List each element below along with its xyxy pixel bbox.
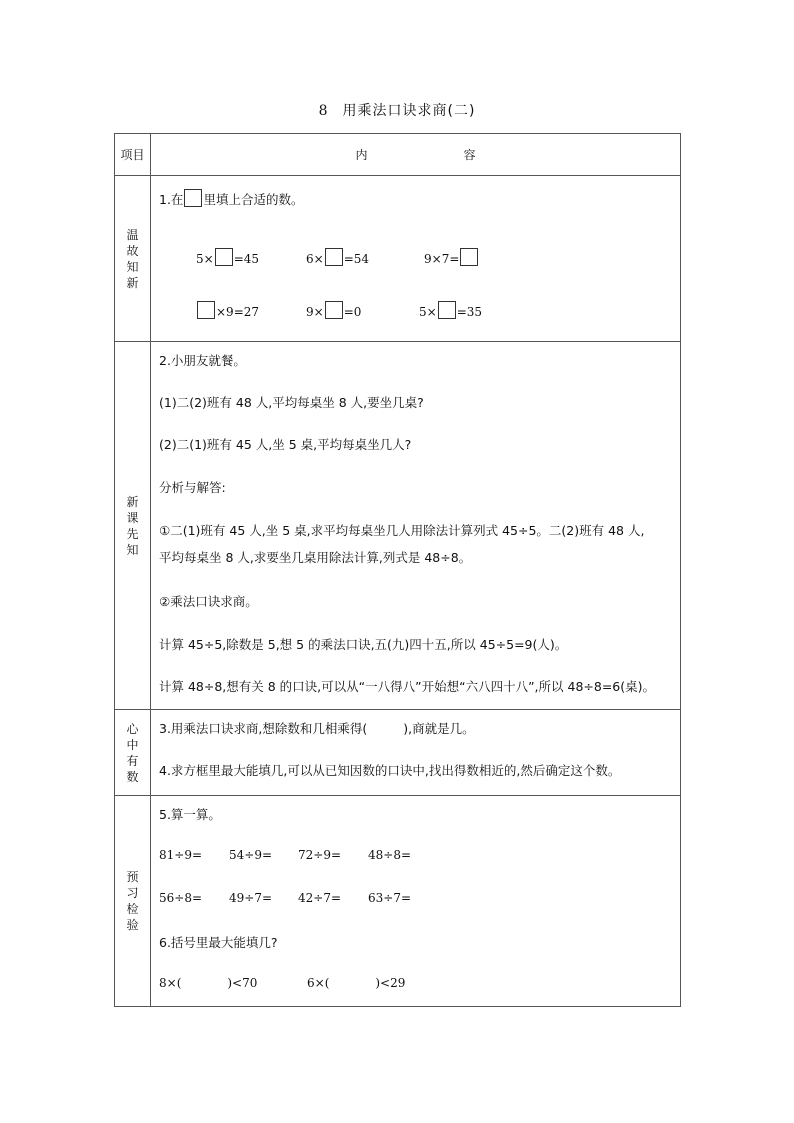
section-review: [115, 176, 681, 342]
lesson-number: 8: [318, 103, 329, 119]
answer-box[interactable]: [438, 301, 456, 319]
calc-item: 81÷9=: [159, 848, 203, 862]
header-row: [115, 134, 681, 176]
calc-item: 56÷8=: [159, 891, 203, 905]
question-4: 4.求方框里最大能填几,可以从已知因数的口诀中,找出得数相近的,然后确定这个数。: [159, 763, 621, 778]
analysis-2: ②乘法口诀求商。: [159, 594, 258, 609]
answer-box[interactable]: [184, 189, 202, 207]
analysis-heading: 分析与解答:: [159, 480, 226, 495]
calc-item: 49÷7=: [229, 891, 273, 905]
review-content: 1.在 里填上合适的数。 5× =45 6× =54 9×7= ×9=27 9× =0 5× =35: [151, 176, 681, 342]
analysis-1-line-1: ①二(1)班有 45 人,坐 5 桌,求平均每桌坐几人用除法计算列式 45÷5。二(2)班有 48 人,: [159, 523, 645, 538]
page-title: [0, 100, 794, 120]
new-lesson-content: [151, 342, 681, 710]
analysis-1-line-2: 平均每桌坐 8 人,求要坐几桌用除法计算,列式是 48÷8。: [159, 550, 472, 565]
question-6: 6.括号里最大能填几?: [159, 935, 278, 950]
lesson-title: 用乘法口诀求商(二): [342, 103, 476, 119]
section-mind: [115, 710, 681, 796]
answer-box[interactable]: [197, 301, 215, 319]
answer-box[interactable]: [325, 248, 343, 266]
problem-2: (2)二(1)班有 45 人,坐 5 桌,平均每桌坐几人?: [159, 437, 412, 452]
calc-item: 63÷7=: [368, 891, 412, 905]
section-new-lesson: [115, 342, 681, 710]
calculation-1: 计算 45÷5,除数是 5,想 5 的乘法口诀,五(九)四十五,所以 45÷5=9(人)。: [159, 637, 568, 652]
answer-box[interactable]: [325, 301, 343, 319]
section-label-preview: 预习检验: [115, 796, 151, 1007]
calculation-2: 计算 48÷8,想有关 8 的口诀,可以从“一八得八”开始想“六八四十八”,所以 48÷8=6(桌)。: [159, 679, 656, 694]
calc-item: 48÷8=: [368, 848, 412, 862]
question-5: 5.算一算。: [159, 807, 221, 822]
calc-item: 54÷9=: [229, 848, 273, 862]
worksheet-table: [114, 133, 681, 1007]
section-label-mind: 心中有数: [115, 710, 151, 796]
question-3: 3.用乘法口诀求商,想除数和几相乘得( ),商就是几。: [159, 721, 475, 736]
preview-content: [151, 796, 681, 1007]
answer-box[interactable]: [460, 248, 478, 266]
question-2: 2.小朋友就餐。: [159, 353, 246, 368]
section-label-review: 温故知新: [115, 176, 151, 342]
mind-content: [151, 710, 681, 796]
section-label-new-lesson: 新课先知: [115, 342, 151, 710]
header-content: 内 容: [151, 134, 681, 176]
inequality-1: 8×( )<70: [159, 976, 258, 990]
header-item: 项目: [115, 134, 151, 176]
question-1: 1.在 里填上合适的数。: [159, 189, 303, 208]
inequality-2: 6×( )<29: [307, 976, 406, 990]
calc-item: 72÷9=: [298, 848, 342, 862]
answer-box[interactable]: [215, 248, 233, 266]
calc-item: 42÷7=: [298, 891, 342, 905]
section-preview: [115, 796, 681, 1007]
problem-1: (1)二(2)班有 48 人,平均每桌坐 8 人,要坐几桌?: [159, 395, 424, 410]
